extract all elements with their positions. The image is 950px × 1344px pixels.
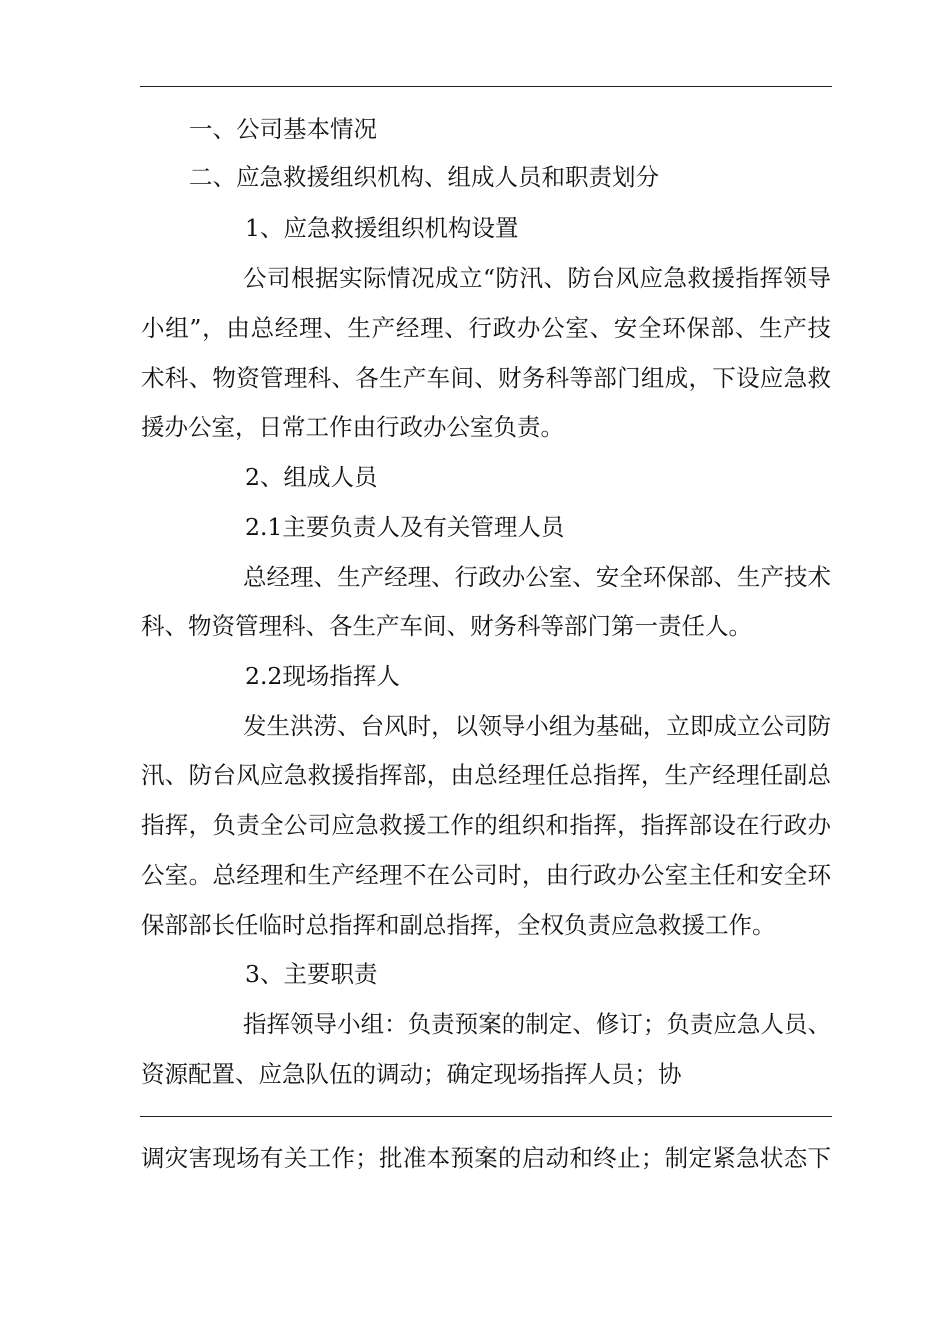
header-rule: [140, 86, 832, 87]
section-heading-2: 二、应急救援组织机构、组成人员和职责划分: [189, 163, 659, 191]
subheading-2-1: 2.1主要负责人及有关管理人员: [245, 513, 565, 541]
subheading-2-2: 2.2现场指挥人: [245, 662, 400, 690]
paragraph-line: 小组”，由总经理、生产经理、行政办公室、安全环保部、生产技: [141, 314, 831, 342]
paragraph-line: 公室。总经理和生产经理不在公司时，由行政办公室主任和安全环: [141, 861, 831, 889]
page-break-rule: [140, 1116, 832, 1117]
subheading-3: 3、主要职责: [245, 960, 378, 988]
paragraph-line: 科、物资管理科、各生产车间、财务科等部门第一责任人。: [141, 612, 752, 640]
paragraph-line: 资源配置、应急队伍的调动；确定现场指挥人员；协: [141, 1060, 682, 1088]
subheading-1: 1、应急救援组织机构设置: [245, 214, 519, 242]
section-heading-1: 一、公司基本情况: [189, 115, 377, 143]
paragraph-line: 指挥领导小组：负责预案的制定、修订；负责应急人员、: [243, 1010, 831, 1038]
paragraph-line: 保部部长任临时总指挥和副总指挥，全权负责应急救援工作。: [141, 911, 776, 939]
subheading-2: 2、组成人员: [245, 463, 378, 491]
paragraph-line: 指挥，负责全公司应急救援工作的组织和指挥，指挥部设在行政办: [141, 811, 831, 839]
paragraph-line: 术科、物资管理科、各生产车间、财务科等部门组成，下设应急救: [141, 364, 831, 392]
paragraph-line: 援办公室，日常工作由行政办公室负责。: [141, 413, 564, 441]
paragraph-line: 汛、防台风应急救援指挥部，由总经理任总指挥，生产经理任副总: [141, 761, 831, 789]
paragraph-line: 公司根据实际情况成立“防汛、防台风应急救援指挥领导: [243, 264, 831, 292]
paragraph-line: 发生洪涝、台风时，以领导小组为基础，立即成立公司防: [243, 712, 831, 740]
paragraph-line: 总经理、生产经理、行政办公室、安全环保部、生产技术: [243, 563, 831, 591]
next-page-line: 调灾害现场有关工作；批准本预案的启动和终止；制定紧急状态下: [141, 1144, 831, 1172]
